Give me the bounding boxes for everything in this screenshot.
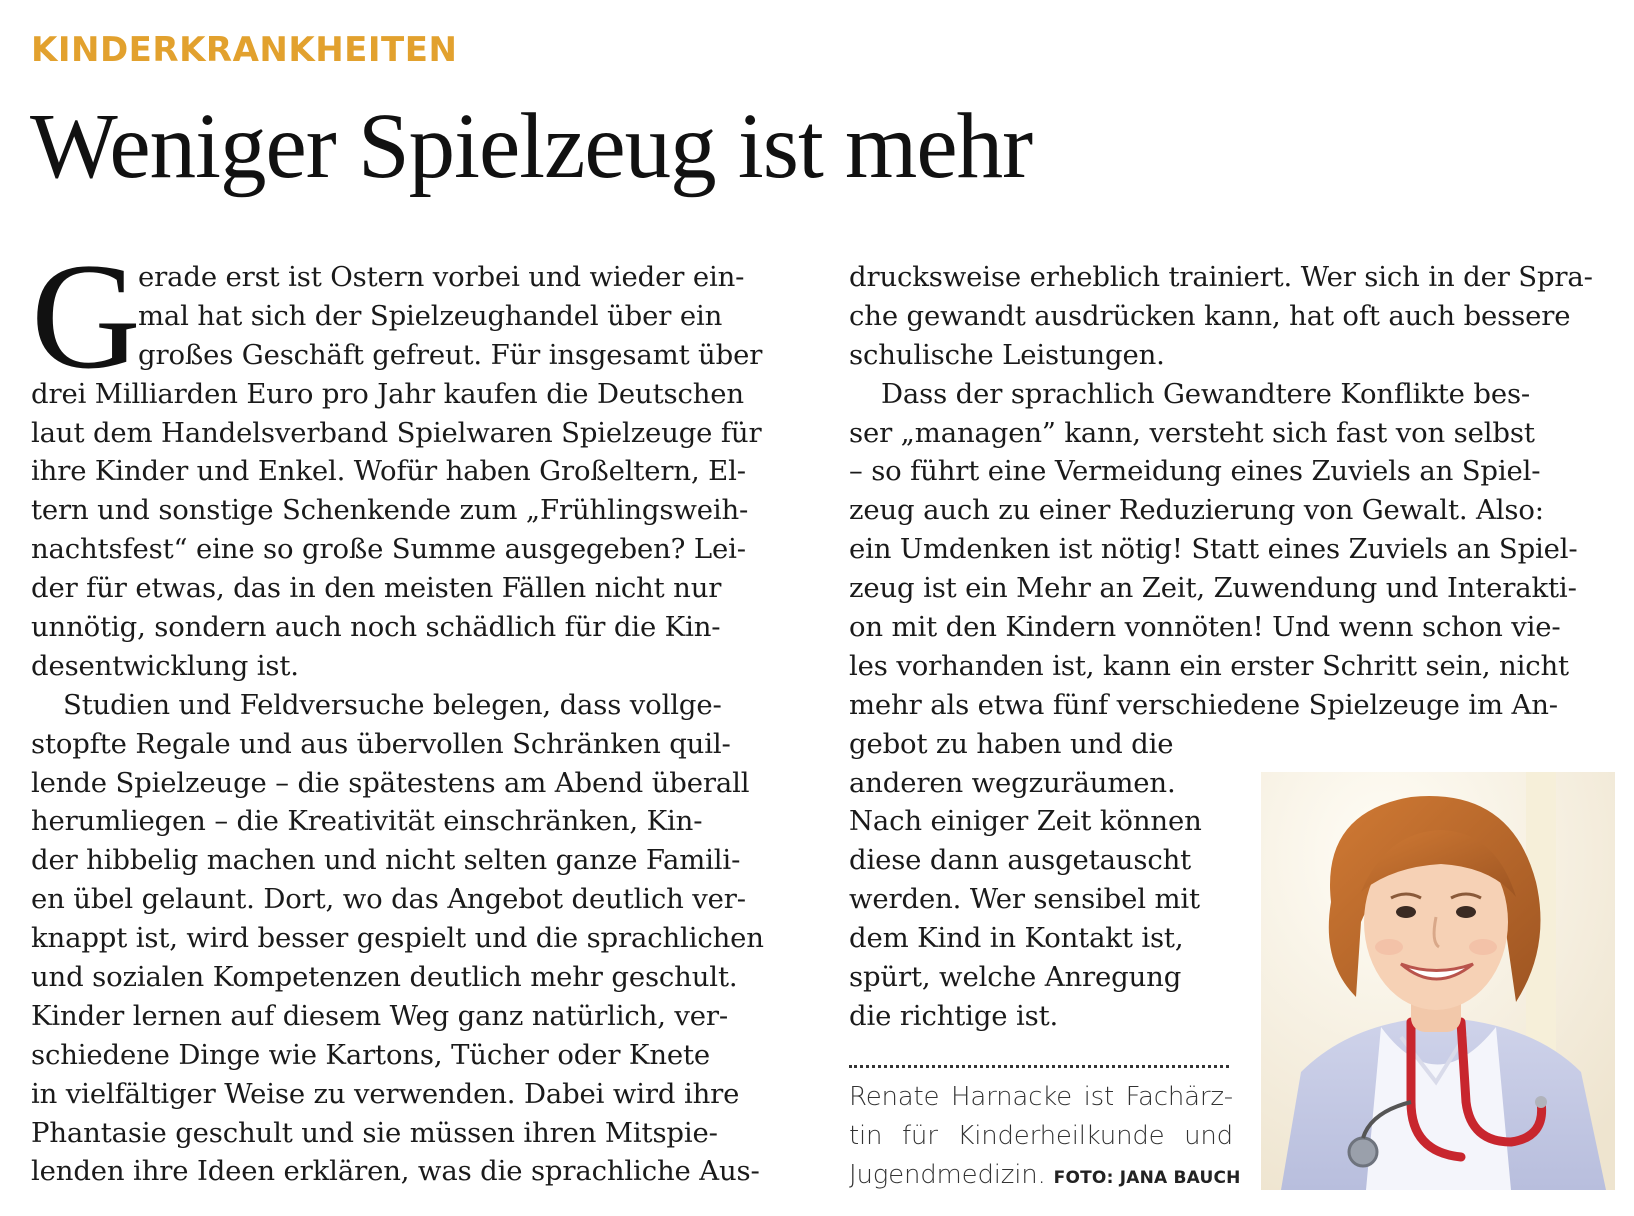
body-line: der hibbelig machen und nicht selten ganze Famili-	[31, 844, 741, 877]
body-line: die richtige ist.	[849, 999, 1059, 1032]
body-line: drei Milliarden Euro pro Jahr kaufen die Deutschen	[31, 377, 744, 410]
body-line: Phantasie geschult und sie müssen ihren Mitspie-	[31, 1116, 718, 1149]
dropcap: G	[31, 232, 141, 400]
body-line: knappt ist, wird besser gespielt und die sprachlichen	[31, 922, 764, 955]
body-line: großes Geschäft gefreut. Für insgesamt über	[138, 338, 763, 371]
portrait-illustration	[1261, 772, 1615, 1190]
body-line: laut dem Handelsverband Spielwaren Spielzeuge für	[31, 416, 762, 449]
body-line: Dass der sprachlich Gewandtere Konflikte bes-	[881, 377, 1531, 410]
photo-caption	[849, 1078, 1241, 1195]
body-line: unnötig, sondern auch noch schädlich für die Kin-	[31, 611, 721, 644]
caption-line: tin für Kinderheilkunde und	[849, 1121, 1233, 1151]
body-line: stopfte Regale und aus übervollen Schränken quil-	[31, 727, 731, 760]
body-line: dem Kind in Kontakt ist,	[849, 922, 1184, 955]
body-line: drucksweise erheblich trainiert. Wer sich in der Spra-	[849, 261, 1593, 293]
photo-credit: FOTO: JANA BAUCH	[1053, 1168, 1241, 1188]
body-line: Nach einiger Zeit können	[849, 805, 1202, 838]
body-line: zeug ist ein Mehr an Zeit, Zuwendung und Interakti-	[849, 572, 1577, 605]
body-line: herumliegen – die Kreativität einschränken, Kin-	[31, 805, 703, 838]
caption-line: Renate Harnacke ist Fachärz-	[849, 1082, 1233, 1112]
body-line: mal hat sich der Spielzeughandel über ein	[138, 299, 723, 332]
body-line: lenden ihre Ideen erklären, was die sprachliche Aus-	[31, 1155, 760, 1188]
body-line: und sozialen Kompetenzen deutlich mehr geschult.	[31, 961, 738, 994]
caption-line	[849, 1156, 1241, 1195]
body-line: en übel gelaunt. Dort, wo das Angebot deutlich ver-	[31, 883, 746, 916]
body-line: zeug auch zu einer Reduzierung von Gewalt. Also:	[849, 494, 1544, 527]
body-line: tern und sonstige Schenkende zum „Frühlingsweih-	[31, 494, 749, 527]
body-line: nachtsfest“ eine so große Summe ausgegeben? Lei-	[31, 533, 746, 566]
body-line: diese dann ausgetauscht	[849, 844, 1192, 877]
body-line: – so führt eine Vermeidung eines Zuviels an Spiel-	[849, 455, 1541, 488]
headline: Weniger Spielzeug ist mehr	[30, 95, 1033, 198]
body-line: spürt, welche Anregung	[849, 961, 1182, 994]
body-line: ser „managen” kann, versteht sich fast von selbst	[849, 416, 1535, 449]
body-line: in vielfältiger Weise zu verwenden. Dabei wird ihre	[31, 1077, 740, 1110]
body-line: schiedene Dinge wie Kartons, Tücher oder Knete	[31, 1038, 711, 1071]
body-line: erade erst ist Ostern vorbei und wieder ein-	[138, 261, 745, 293]
body-line: gebot zu haben und die	[849, 727, 1174, 760]
body-line: Kinder lernen auf diesem Weg ganz natürlich, ver-	[31, 999, 729, 1032]
caption-divider	[849, 1065, 1229, 1068]
column-left	[31, 232, 791, 1191]
body-line: lende Spielzeuge – die spätestens am Abend überall	[31, 766, 750, 799]
body-line: les vorhanden ist, kann ein erster Schritt sein, nicht	[849, 649, 1569, 682]
body-line: on mit den Kindern vonnöten! Und wenn schon vie-	[849, 611, 1561, 644]
body-line: desentwicklung ist.	[31, 649, 299, 682]
body-line: che gewandt ausdrücken kann, hat oft auch bessere	[849, 299, 1571, 332]
body-line: mehr als etwa fünf verschiedene Spielzeuge im An-	[849, 688, 1558, 721]
body-line: anderen wegzuräumen.	[849, 766, 1176, 799]
author-photo	[1261, 772, 1615, 1190]
body-line: werden. Wer sensibel mit	[849, 883, 1200, 916]
body-line: Studien und Feldversuche belegen, dass vollge-	[63, 688, 722, 721]
body-line: der für etwas, das in den meisten Fällen nicht nur	[31, 572, 722, 605]
body-line: schulische Leistungen.	[849, 338, 1165, 371]
body-line: ein Umdenken ist nötig! Statt eines Zuviels an Spiel-	[849, 533, 1578, 566]
body-line: ihre Kinder und Enkel. Wofür haben Großeltern, El-	[31, 455, 746, 488]
caption-text: Jugendmedizin.	[849, 1160, 1046, 1190]
kicker: KINDERKRANKHEITEN	[31, 30, 458, 70]
